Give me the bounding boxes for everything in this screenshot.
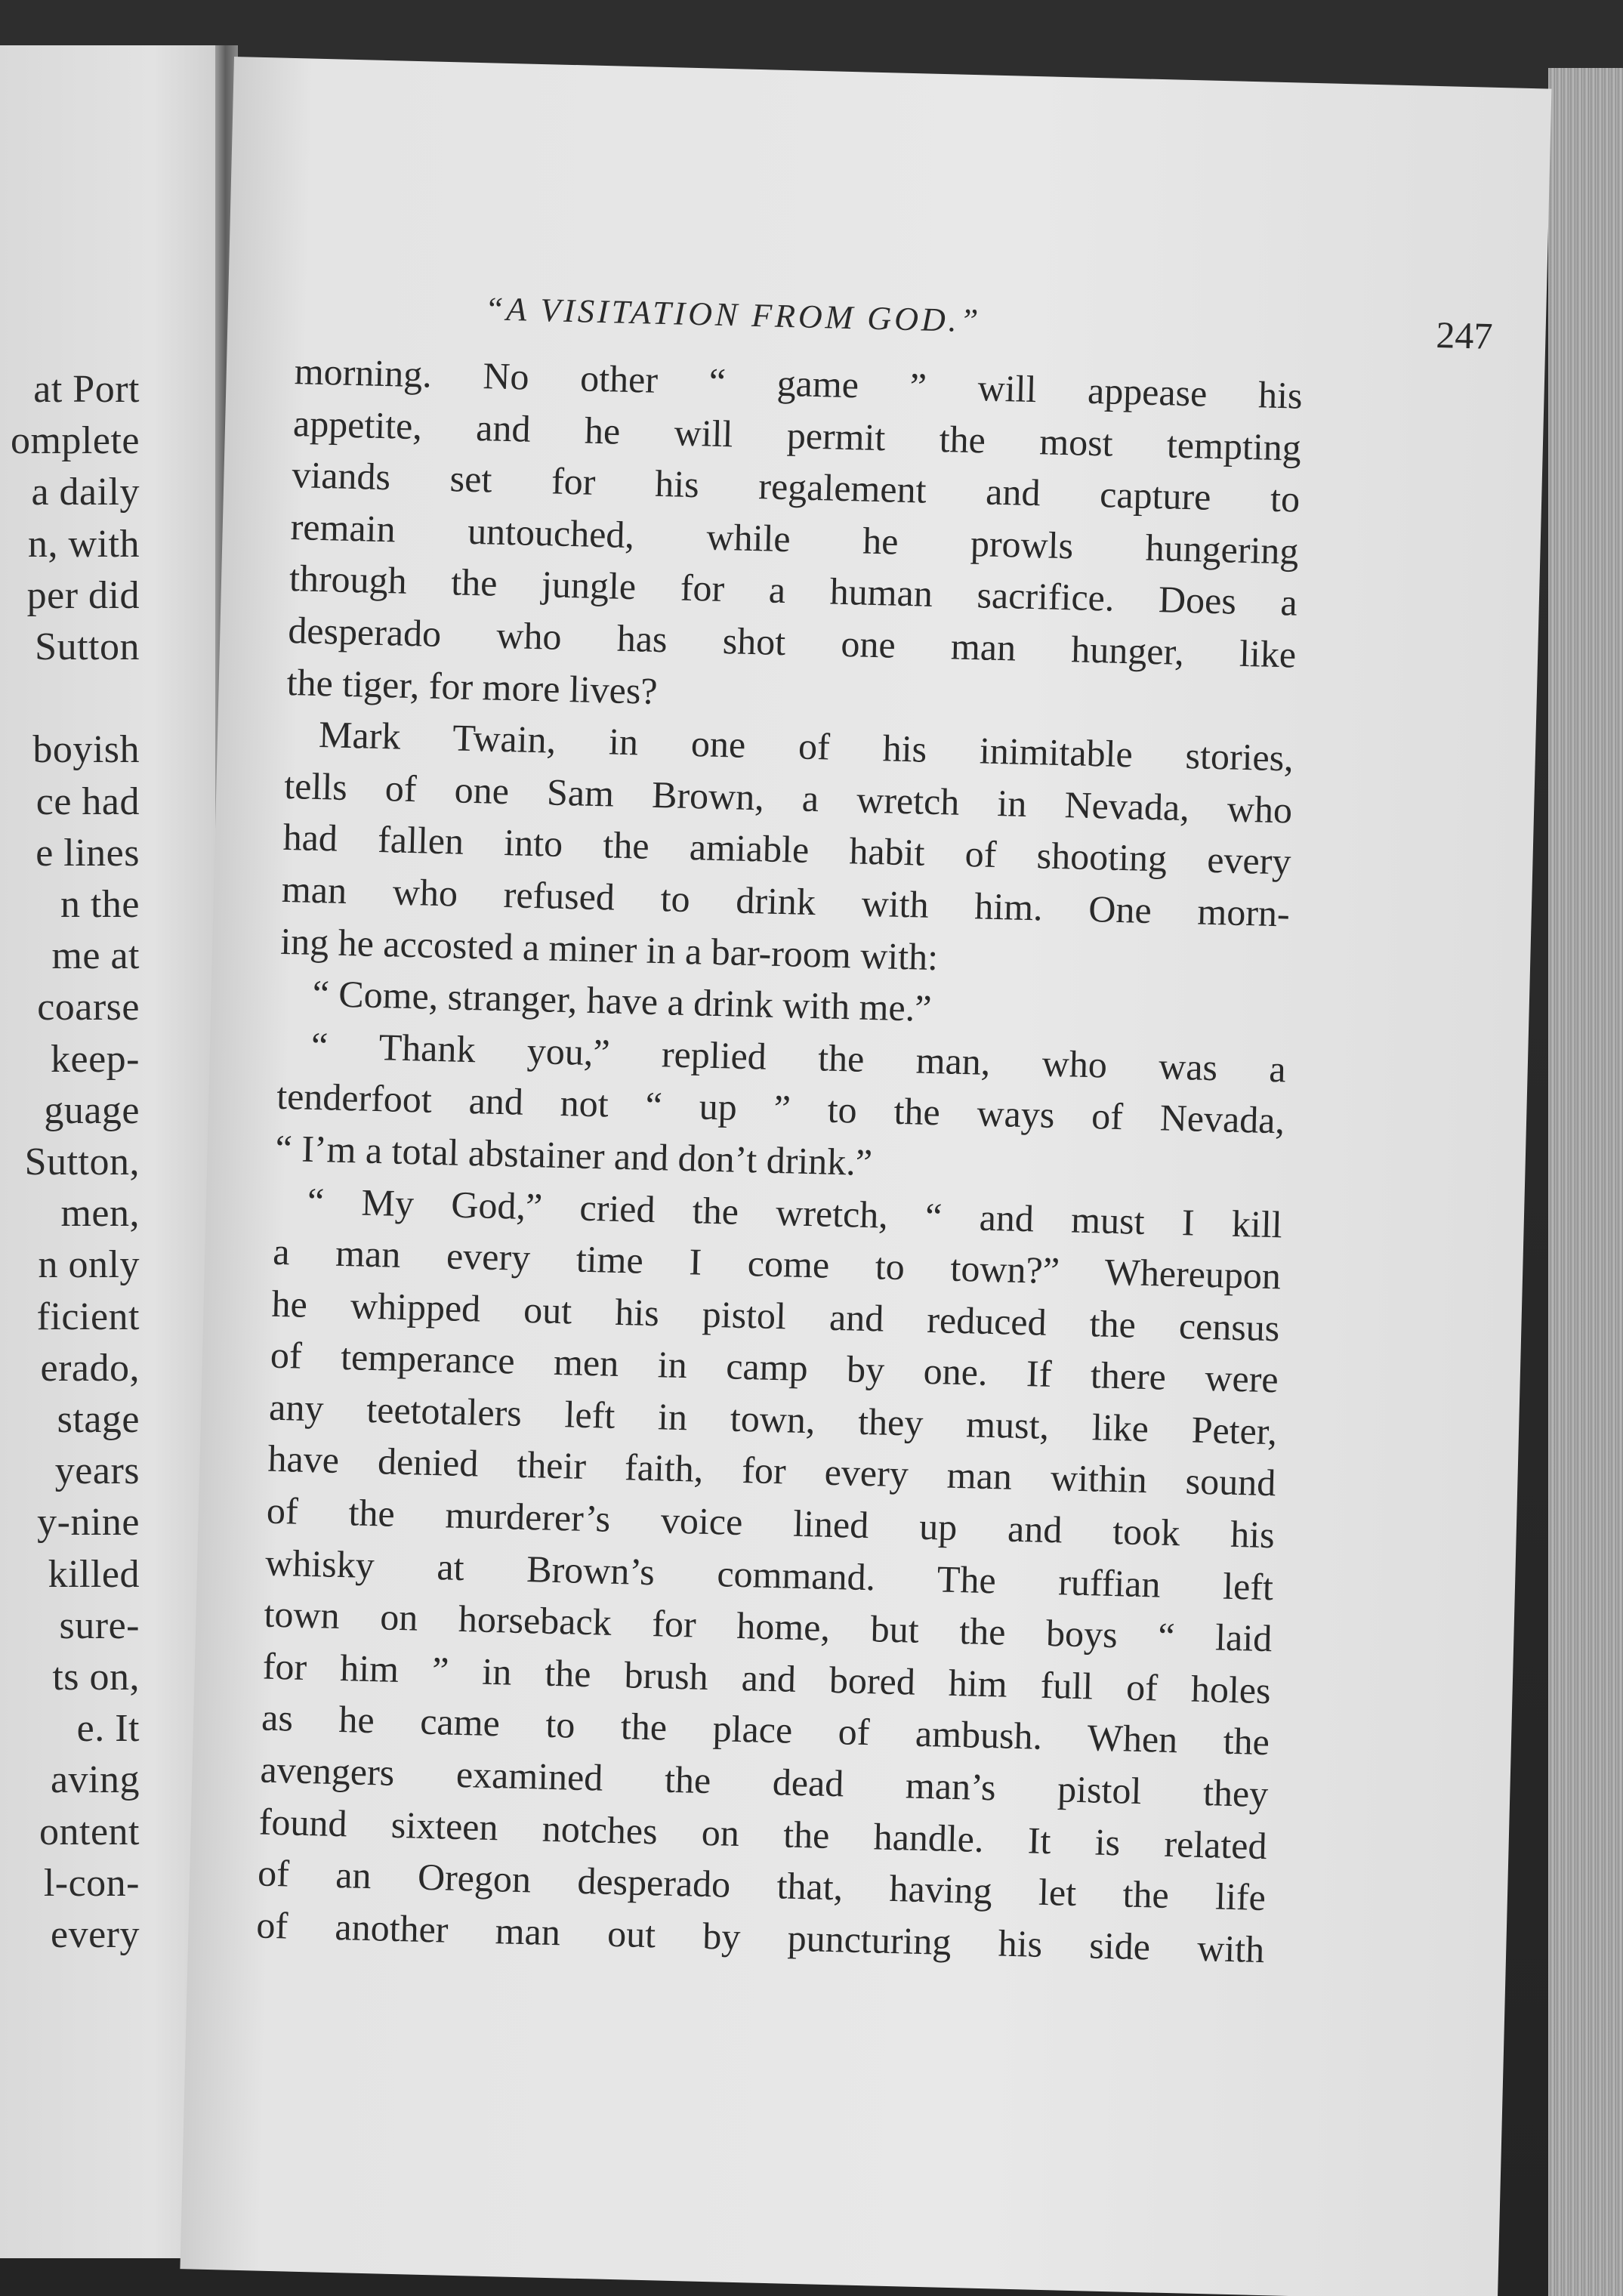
left-page-line: keep- [51, 1037, 140, 1081]
text-line: morning. No other “ game ” will appease his [294, 350, 1304, 417]
left-page-line: me at [51, 934, 140, 978]
left-page-line: every [51, 1913, 140, 1956]
text-line: man who refused to drink with him. One morn- [281, 867, 1291, 935]
text-line: viands set for his regalement and capture to [291, 453, 1301, 520]
text-line: tells of one Sam Brown, a wretch in Nevada, who [283, 764, 1293, 832]
left-page-line: coarse [37, 986, 140, 1029]
left-page-line: e lines [35, 831, 140, 875]
right-page [180, 57, 1551, 2296]
text-line: desperado who has shot one man hunger, like [287, 608, 1297, 676]
text-line: of the murderer’s voice lined up and took his [266, 1489, 1276, 1557]
left-page-line: years [54, 1449, 140, 1493]
text-line: found sixteen notches on the handle. It is related [258, 1800, 1268, 1867]
left-page-line: n, with [28, 522, 140, 566]
left-page-line: men, [60, 1192, 140, 1236]
text-line: of temperance men in camp by one. If there were [270, 1333, 1279, 1401]
text-line: ing he accosted a miner in a bar-room with: [279, 919, 939, 978]
left-page-line: n the [60, 883, 140, 926]
left-page-line: Sutton [35, 625, 140, 668]
left-page-line: aving [50, 1758, 140, 1802]
text-line: a man every time I come to town?” Whereupon [272, 1230, 1282, 1298]
text-line: for him ” in the brush and bored him full of holes [262, 1644, 1272, 1712]
left-page-line: killed [48, 1552, 140, 1596]
text-line: “ Come, stranger, have a drink with me.” [312, 972, 933, 1030]
left-page-line: guage [44, 1088, 140, 1132]
text-line: he whipped out his pistol and reduced the census [271, 1282, 1280, 1350]
left-page-line: omplete [10, 419, 140, 463]
text-line: as he came to the place of ambush. When the [261, 1696, 1270, 1764]
left-page-line: y-nine [37, 1501, 140, 1545]
text-line: “ Thank you,” replied the man, who was a [310, 1023, 1287, 1091]
left-page-line: ficient [36, 1295, 140, 1338]
left-page-line: ts on, [52, 1656, 140, 1699]
text-line: tenderfoot and not “ up ” to the ways of Nevada, [276, 1075, 1285, 1142]
left-page [0, 45, 219, 2258]
text-line: the tiger, for more lives? [286, 660, 659, 712]
text-line: have denied their faith, for every man within sound [267, 1437, 1276, 1504]
text-line: “ My God,” cried the wretch, “ and must I kill [307, 1179, 1283, 1245]
text-line: appetite, and he will permit the most tempting [292, 401, 1302, 469]
left-page-line: n only [38, 1243, 140, 1287]
text-line: whisky at Brown’s command. The ruffian left [264, 1541, 1274, 1608]
text-line: remain untouched, while he prowls hungering [290, 505, 1300, 572]
left-page-line: ce had [35, 779, 140, 823]
left-page-line: at Port [33, 368, 140, 411]
body-text [256, 345, 1304, 1975]
text-line: town on horseback for home, but the boys “ laid [263, 1592, 1273, 1660]
left-page-line: e. It [76, 1707, 140, 1751]
text-line: through the jungle for a human sacrifice. Does a [288, 557, 1298, 624]
text-line: had fallen into the amiable habit of shooting every [282, 816, 1292, 883]
left-page-line: ontent [39, 1810, 140, 1853]
page-number: 247 [1435, 313, 1494, 357]
text-line: of another man out by puncturing his side with [255, 1903, 1265, 1970]
text-line: “ I’m a total abstainer and don’t drink.” [275, 1126, 873, 1183]
left-page-line: per did [26, 573, 140, 617]
left-page-line: sure- [59, 1603, 140, 1647]
left-page-line: l-con- [43, 1861, 140, 1905]
text-line: any teetotalers left in town, they must, like Peter, [268, 1385, 1278, 1453]
left-page-line: Sutton, [24, 1140, 140, 1183]
left-page-line: erado, [40, 1346, 140, 1390]
text-line: of an Oregon desperado that, having let the life [257, 1851, 1267, 1919]
left-page-line: boyish [32, 728, 140, 772]
left-page-line: a daily [31, 471, 140, 514]
text-line: avengers examined the dead man’s pistol they [259, 1748, 1269, 1816]
text-line: Mark Twain, in one of his inimitable stories, [318, 713, 1294, 779]
left-page-line: stage [57, 1398, 140, 1441]
page-edge [1548, 68, 1623, 2296]
running-head: “A VISITATION FROM GOD.” [484, 290, 982, 340]
